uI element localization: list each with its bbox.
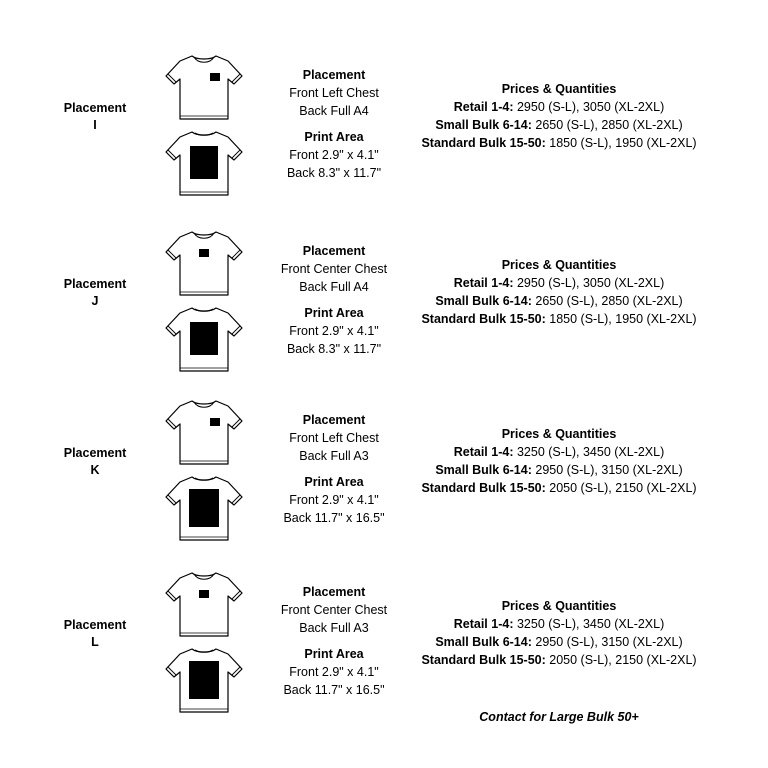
print-area-heading: Print Area bbox=[304, 130, 364, 144]
print-area-heading: Print Area bbox=[304, 306, 364, 320]
price-row bbox=[404, 98, 714, 116]
spacer bbox=[262, 120, 406, 128]
price-row bbox=[404, 479, 714, 497]
contact-note: Contact for Large Bulk 50+ bbox=[479, 710, 639, 724]
price-tier: Standard Bulk 15-50: bbox=[421, 481, 546, 495]
front-placement: Front Center Chest bbox=[280, 603, 388, 617]
price-value: 1850 (S-L), 1950 (XL-2XL) bbox=[545, 136, 697, 150]
price-value: 2650 (S-L), 2850 (XL-2XL) bbox=[531, 118, 683, 132]
price-value: 3250 (S-L), 3450 (XL-2XL) bbox=[513, 445, 665, 459]
price-tier: Small Bulk 6-14: bbox=[435, 635, 532, 649]
price-row bbox=[404, 633, 714, 651]
price-value: 2950 (S-L), 3150 (XL-2XL) bbox=[531, 635, 683, 649]
front-shirt-diagram bbox=[162, 397, 246, 467]
front-shirt-diagram bbox=[162, 228, 246, 298]
placement-letter: I bbox=[93, 118, 97, 132]
spacer bbox=[262, 296, 406, 304]
spacer bbox=[262, 465, 406, 473]
price-tier: Standard Bulk 15-50: bbox=[421, 653, 546, 667]
front-placement: Front Center Chest bbox=[280, 262, 388, 276]
prices-heading: Prices & Quantities bbox=[501, 427, 617, 441]
shirt-collar bbox=[195, 478, 213, 480]
shirt-outline bbox=[166, 56, 242, 119]
price-row bbox=[404, 651, 714, 669]
placement-label bbox=[50, 100, 140, 134]
price-value: 2050 (S-L), 2150 (XL-2XL) bbox=[545, 481, 697, 495]
placement-label bbox=[50, 617, 140, 651]
shirt-outline bbox=[166, 232, 242, 295]
price-tier: Small Bulk 6-14: bbox=[435, 294, 532, 308]
shirt-collar bbox=[195, 650, 213, 652]
front-print-area bbox=[199, 590, 209, 598]
placement-details bbox=[262, 66, 406, 182]
back-print-area bbox=[190, 322, 218, 355]
price-row bbox=[404, 116, 714, 134]
placement-letter: J bbox=[91, 294, 99, 308]
front-print-size: Front 2.9" x 4.1" bbox=[289, 493, 379, 507]
price-row bbox=[404, 615, 714, 633]
back-placement: Back Full A3 bbox=[299, 449, 369, 463]
back-placement: Back Full A4 bbox=[299, 104, 369, 118]
placement-heading: Placement bbox=[302, 413, 366, 427]
price-tier: Small Bulk 6-14: bbox=[435, 118, 532, 132]
prices-heading: Prices & Quantities bbox=[501, 599, 617, 613]
placement-label-word: Placement bbox=[63, 277, 127, 291]
shirt-outline bbox=[166, 401, 242, 464]
price-row bbox=[404, 292, 714, 310]
price-tier: Standard Bulk 15-50: bbox=[421, 312, 546, 326]
price-row bbox=[404, 310, 714, 328]
front-print-area bbox=[199, 249, 209, 257]
placement-label-word: Placement bbox=[63, 618, 127, 632]
front-print-area bbox=[210, 73, 220, 81]
placement-heading: Placement bbox=[302, 585, 366, 599]
front-placement: Front Left Chest bbox=[289, 431, 379, 445]
spacer bbox=[262, 637, 406, 645]
shirt-collar bbox=[195, 133, 213, 135]
placement-block-k bbox=[0, 397, 768, 567]
price-tier: Standard Bulk 15-50: bbox=[421, 136, 546, 150]
back-placement: Back Full A4 bbox=[299, 280, 369, 294]
placement-label bbox=[50, 445, 140, 479]
price-tier: Retail 1-4: bbox=[453, 100, 514, 114]
price-value: 1850 (S-L), 1950 (XL-2XL) bbox=[545, 312, 697, 326]
placement-block-j bbox=[0, 228, 768, 398]
placement-block-i bbox=[0, 52, 768, 222]
placement-details bbox=[262, 242, 406, 358]
placement-letter: K bbox=[90, 463, 100, 477]
placement-heading: Placement bbox=[302, 68, 366, 82]
price-tier: Retail 1-4: bbox=[453, 276, 514, 290]
prices-quantities bbox=[404, 597, 714, 669]
prices-quantities bbox=[404, 256, 714, 328]
prices-quantities bbox=[404, 425, 714, 497]
back-print-area bbox=[189, 489, 219, 527]
back-print-area bbox=[189, 661, 219, 699]
front-print-size: Front 2.9" x 4.1" bbox=[289, 148, 379, 162]
price-row bbox=[404, 274, 714, 292]
back-print-area bbox=[190, 146, 218, 179]
placement-details bbox=[262, 583, 406, 699]
placement-label-word: Placement bbox=[63, 101, 127, 115]
placement-label bbox=[50, 276, 140, 310]
price-row bbox=[404, 443, 714, 461]
back-print-size: Back 11.7" x 16.5" bbox=[283, 511, 385, 525]
price-row bbox=[404, 134, 714, 152]
front-print-area bbox=[210, 418, 220, 426]
back-shirt-diagram bbox=[162, 645, 246, 715]
back-shirt-diagram bbox=[162, 128, 246, 198]
price-value: 2950 (S-L), 3150 (XL-2XL) bbox=[531, 463, 683, 477]
price-tier: Small Bulk 6-14: bbox=[435, 463, 532, 477]
price-value: 2650 (S-L), 2850 (XL-2XL) bbox=[531, 294, 683, 308]
price-value: 2950 (S-L), 3050 (XL-2XL) bbox=[513, 100, 665, 114]
back-print-size: Back 11.7" x 16.5" bbox=[283, 683, 385, 697]
back-shirt-diagram bbox=[162, 304, 246, 374]
placement-details bbox=[262, 411, 406, 527]
front-print-size: Front 2.9" x 4.1" bbox=[289, 324, 379, 338]
price-value: 2950 (S-L), 3050 (XL-2XL) bbox=[513, 276, 665, 290]
shirt-outline bbox=[166, 573, 242, 636]
placement-heading: Placement bbox=[302, 244, 366, 258]
front-print-size: Front 2.9" x 4.1" bbox=[289, 665, 379, 679]
front-shirt-diagram bbox=[162, 569, 246, 639]
placement-letter: L bbox=[91, 635, 99, 649]
prices-quantities bbox=[404, 80, 714, 152]
front-placement: Front Left Chest bbox=[289, 86, 379, 100]
back-placement: Back Full A3 bbox=[299, 621, 369, 635]
price-value: 3250 (S-L), 3450 (XL-2XL) bbox=[513, 617, 665, 631]
back-print-size: Back 8.3" x 11.7" bbox=[286, 166, 382, 180]
placement-label-word: Placement bbox=[63, 446, 127, 460]
prices-heading: Prices & Quantities bbox=[501, 258, 617, 272]
front-shirt-diagram bbox=[162, 52, 246, 122]
price-tier: Retail 1-4: bbox=[453, 445, 514, 459]
back-shirt-diagram bbox=[162, 473, 246, 543]
shirt-collar bbox=[195, 309, 213, 311]
price-tier: Retail 1-4: bbox=[453, 617, 514, 631]
price-value: 2050 (S-L), 2150 (XL-2XL) bbox=[545, 653, 697, 667]
print-area-heading: Print Area bbox=[304, 647, 364, 661]
prices-heading: Prices & Quantities bbox=[501, 82, 617, 96]
print-area-heading: Print Area bbox=[304, 475, 364, 489]
back-print-size: Back 8.3" x 11.7" bbox=[286, 342, 382, 356]
price-row bbox=[404, 461, 714, 479]
